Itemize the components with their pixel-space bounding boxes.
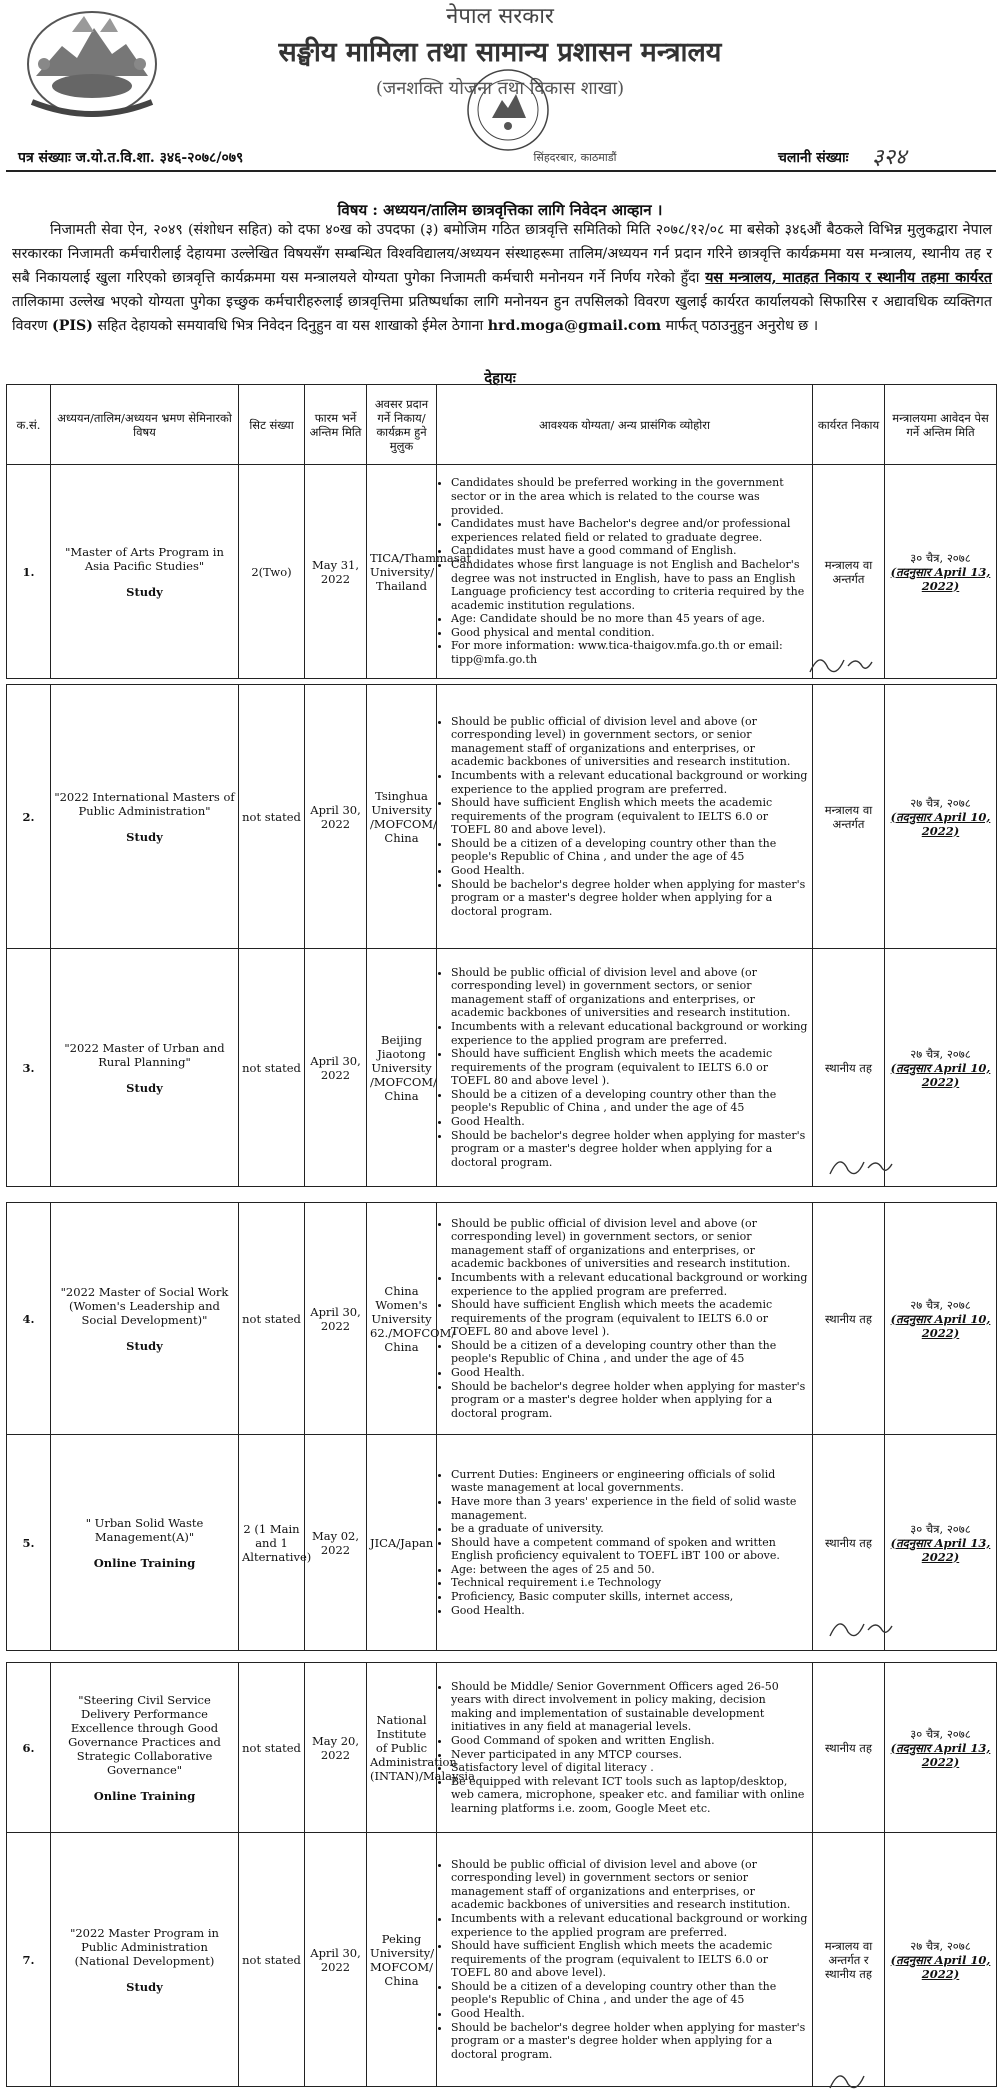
body-text-emphasis: यस मन्त्रालय, मातहत निकाय र स्थानीय तहमा कार्यरत (705, 270, 992, 286)
working-body-cell: स्थानीय तह (813, 1203, 885, 1435)
scholarship-table-page-3 (6, 1202, 997, 1651)
requirement-item: • Age: Candidate should be no more than 45 years of age. (451, 612, 809, 626)
seats-cell: not stated (239, 1833, 305, 2087)
english-date: (तदनुसार April 13, 2022) (890, 1535, 991, 1564)
requirement-item: • Should have a competent command of spoken and written English proficiency equivalent to TOEFL iBT 100 or above. (451, 1536, 809, 1563)
reference-number: पत्र संख्याः ज.यो.त.वि.शा. ३४६-२०७८/०७९ (18, 150, 244, 166)
seats-cell: not stated (239, 949, 305, 1187)
requirement-item: • Incumbents with a relevant educational background or working experience to the applied program are preferred. (451, 1271, 809, 1298)
program-title: "2022 Master Program in Public Administration (National Development) (70, 1925, 219, 1968)
signature-icon (826, 1150, 896, 1180)
english-date: (तदनुसार April 10, 2022) (890, 1952, 991, 1981)
provider-cell: JICA/Japan (367, 1435, 437, 1651)
requirement-item: • Should be public official of division level and above (or corresponding level) in government sectors, or senior management staff of organizations and enterprises, or academic backbones of universities and research institution. (451, 966, 809, 1020)
requirement-item: • Should be bachelor's degree holder when applying for master's program or a master's degree holder when applying for a doctoral program. (451, 878, 809, 919)
header-sn: क.सं. (7, 385, 51, 465)
ministry-deadline-cell (885, 949, 997, 1187)
form-deadline-cell: April 30, 2022 (305, 685, 367, 949)
provider-cell: Tsinghua University /MOFCOM/ China (367, 685, 437, 949)
form-deadline-cell: May 31, 2022 (305, 465, 367, 679)
scholarship-table-page-1 (6, 384, 997, 679)
working-body-cell: मन्त्रालय वा अन्तर्गत (813, 465, 885, 679)
requirement-item: • Should be a citizen of a developing country other than the people's Republic of China , and under the age of 45 (451, 1980, 809, 2007)
requirement-item: • Never participated in any MTCP courses. (451, 1748, 809, 1762)
seats-cell: not stated (239, 685, 305, 949)
requirement-item: • Technical requirement i.e Technology (451, 1576, 809, 1590)
program-mode: Online Training (93, 1788, 196, 1803)
requirements-cell (437, 1663, 813, 1833)
body-text-4: सहित देहायको समयावधि भित्र निवेदन दिनुहुन वा यस शाखाको ईमेल ठेगाना (97, 318, 484, 334)
requirement-item: • Incumbents with a relevant educational background or working experience to the applied program are preferred. (451, 1020, 809, 1047)
requirement-item: • Should have sufficient English which meets the academic requirements of the program (equivalent to IELTS 6.0 or TOEFL 80 and above level). (451, 796, 809, 837)
table-row (7, 1833, 997, 2087)
dispatch-label: चलानी संख्याः (778, 150, 849, 166)
annex-title: देहायः (484, 369, 516, 387)
program-cell (51, 1663, 239, 1833)
program-cell (51, 1435, 239, 1651)
table-row (7, 1203, 997, 1435)
english-date: (तदनुसार April 10, 2022) (890, 1060, 991, 1089)
ministry-title: सङ्घीय मामिला तथा सामान्य प्रशासन मन्त्रालय (278, 37, 722, 68)
seats-cell: 2 (1 Main and 1 Alternative) (239, 1435, 305, 1651)
program-mode: Study (126, 1080, 163, 1095)
working-body-cell: मन्त्रालय वा अन्तर्गत (813, 685, 885, 949)
requirement-item: • Should be a citizen of a developing country other than the people's Republic of China , and under the age of 45 (451, 1088, 809, 1115)
requirement-item: • Candidates should be preferred working in the government sector or in the area which is related to the course was provided. (451, 476, 809, 517)
requirement-item: • Should have sufficient English which meets the academic requirements of the program (equivalent to IELTS 6.0 or TOEFL 80 and above level). (451, 1939, 809, 1980)
nepali-date: २७ चैत्र, २०७८ (910, 795, 971, 810)
program-title: "Steering Civil Service Delivery Performance Excellence through Good Governance Practices and Strategic Collaborative Governance" (68, 1692, 221, 1777)
requirements-list (440, 1468, 809, 1618)
header-subject: अध्ययन/तालिम/अध्ययन भ्रमण सेमिनारको विषय (51, 385, 239, 465)
requirements-list (440, 1217, 809, 1421)
requirements-cell (437, 465, 813, 679)
requirement-item: • Current Duties: Engineers or engineering officials of solid waste management at local governments. (451, 1468, 809, 1495)
nepali-date: २७ चैत्र, २०७८ (910, 1297, 971, 1312)
nepali-date: ३० चैत्र, २०७८ (910, 1726, 971, 1741)
table-row (7, 465, 997, 679)
form-deadline-cell: May 20, 2022 (305, 1663, 367, 1833)
seats-cell: 2(Two) (239, 465, 305, 679)
scholarship-table-page-4 (6, 1662, 997, 2087)
requirement-item: • Good Health. (451, 1604, 809, 1618)
official-seal-stamp-icon (458, 66, 558, 158)
requirement-item: • Should be public official of division level and above (or corresponding level) in government sectors, or senior management staff of organizations and enterprises, or academic backbones of universities and research institution. (451, 715, 809, 769)
english-date: (तदनुसार April 10, 2022) (890, 809, 991, 838)
requirement-item: • Candidates must have a good command of English. (451, 544, 809, 558)
row-serial: 4. (7, 1203, 51, 1435)
branch-title: (जनशक्ति योजना तथा विकास शाखा) (375, 78, 625, 99)
signature-icon (826, 2064, 896, 2094)
header-seats: सिट संख्या (239, 385, 305, 465)
requirements-cell (437, 685, 813, 949)
requirement-item: • Good Health. (451, 864, 809, 878)
program-cell (51, 1833, 239, 2087)
row-serial: 5. (7, 1435, 51, 1651)
table-header-row (7, 385, 997, 465)
header-requirements: आवश्यक योग्यता/ अन्य प्रासंगिक व्योहोरा (437, 385, 813, 465)
program-cell (51, 949, 239, 1187)
form-deadline-cell: April 30, 2022 (305, 949, 367, 1187)
requirements-list (440, 476, 809, 666)
requirement-item: • Candidates must have Bachelor's degree and/or professional experiences related field or related to graduate degree. (451, 517, 809, 544)
program-mode: Study (126, 1979, 163, 1994)
program-mode: Study (126, 584, 163, 599)
seal-location-text: सिंहदरबार, काठमाडौं (533, 151, 617, 164)
ministry-deadline-cell (885, 685, 997, 949)
requirement-item: • Good Health. (451, 1115, 809, 1129)
requirements-list (440, 1858, 809, 2062)
requirements-list (440, 966, 809, 1170)
requirements-cell (437, 1833, 813, 2087)
ministry-deadline-cell (885, 465, 997, 679)
program-mode: Study (126, 829, 163, 844)
header-form-deadline: फारम भर्ने अन्तिम मिति (305, 385, 367, 465)
row-serial: 7. (7, 1833, 51, 2087)
ministry-deadline-cell (885, 1435, 997, 1651)
program-title: " Urban Solid Waste Management(A)" (85, 1515, 204, 1544)
header-ministry-deadline: मन्त्रालयमा आवेदन पेस गर्ने अन्तिम मिति (885, 385, 997, 465)
row-serial: 2. (7, 685, 51, 949)
requirement-item: • Incumbents with a relevant educational background or working experience to the applied program are preferred. (451, 769, 809, 796)
requirement-item: • Should be public official of division level and above (or corresponding level) in government sectors or senior management staff of organizations and enterprises, or academic backbones of universities and research institution. (451, 1858, 809, 1912)
nepali-date: २७ चैत्र, २०७८ (910, 1046, 971, 1061)
row-serial: 1. (7, 465, 51, 679)
seats-cell: not stated (239, 1203, 305, 1435)
table-row (7, 1663, 997, 1833)
provider-cell: Beijing Jiaotong University /MOFCOM/ China (367, 949, 437, 1187)
body-pis: (PIS) (52, 318, 94, 334)
program-title: "2022 International Masters of Public Administration" (54, 789, 235, 818)
header-working-body: कार्यरत निकाय (813, 385, 885, 465)
program-title: "2022 Master of Social Work (Women's Leadership and Social Development)" (60, 1284, 229, 1327)
english-date: (तदनुसार April 10, 2022) (890, 1311, 991, 1340)
email-link[interactable]: hrd.moga@gmail.com (487, 318, 662, 334)
dispatch-number: ३२४ (872, 145, 907, 170)
requirement-item: • Be equipped with relevant ICT tools such as laptop/desktop, web camera, microphone, speaker etc. and familiar with online learning platforms i.e. zoom, Google Meet etc. (451, 1775, 809, 1816)
requirement-item: • Satisfactory level of digital literacy . (451, 1761, 809, 1775)
requirement-item: • Should be Middle/ Senior Government Officers aged 26-50 years with direct involvement in policy making, decision making and implementation of sustainable development initiatives in any field at managerial levels. (451, 1680, 809, 1734)
requirements-cell (437, 949, 813, 1187)
requirement-item: • For more information: www.tica-thaigov.mfa.go.th or email: tipp@mfa.go.th (451, 639, 809, 666)
requirement-item: • Good Health. (451, 1366, 809, 1380)
requirements-list (440, 1680, 809, 1816)
table-row (7, 685, 997, 949)
government-title: नेपाल सरकार (446, 4, 554, 29)
requirements-list (440, 715, 809, 919)
program-cell (51, 685, 239, 949)
requirement-item: • Proficiency, Basic computer skills, internet access, (451, 1590, 809, 1604)
requirement-item: • Good Command of spoken and written English. (451, 1734, 809, 1748)
program-cell (51, 1203, 239, 1435)
requirement-item: • Should have sufficient English which meets the academic requirements of the program (equivalent to IELTS 6.0 or TOEFL 80 and above level ). (451, 1047, 809, 1088)
requirement-item: • Have more than 3 years' experience in the field of solid waste management. (451, 1495, 809, 1522)
program-mode: Online Training (93, 1555, 196, 1570)
provider-cell: Peking University/ MOFCOM/ China (367, 1833, 437, 2087)
requirement-item: • Should be a citizen of a developing country other than the people's Republic of China , and under the age of 45 (451, 1339, 809, 1366)
requirement-item: • Should be bachelor's degree holder when applying for master's program or a master's degree holder when applying for a doctoral program. (451, 1380, 809, 1421)
requirements-cell (437, 1435, 813, 1651)
body-text-5: मार्फत् पठाउनुहुन अनुरोध छ । (665, 318, 819, 334)
requirements-cell (437, 1203, 813, 1435)
nepali-date: २७ चैत्र, २०७८ (910, 1938, 971, 1953)
working-body-cell: मन्त्रालय वा अन्तर्गत र स्थानीय तह (813, 1833, 885, 2087)
header-provider: अवसर प्रदान गर्ने निकाय/कार्यक्रम हुने मुलुक (367, 385, 437, 465)
provider-cell: TICA/Thammasat University/ Thailand (367, 465, 437, 679)
working-body-cell: स्थानीय तह (813, 1663, 885, 1833)
nepali-date: ३० चैत्र, २०७८ (910, 1521, 971, 1536)
provider-cell: China Women's University 62./MOFCOM/ China (367, 1203, 437, 1435)
english-date: (तदनुसार April 13, 2022) (890, 1740, 991, 1769)
provider-cell: National Institute of Public Administration (INTAN)/Malaysia (367, 1663, 437, 1833)
seats-cell: not stated (239, 1663, 305, 1833)
body-paragraph (12, 218, 992, 338)
requirement-item: • Should be bachelor's degree holder when applying for master's program or a master's degree holder when applying for a doctoral program. (451, 1129, 809, 1170)
working-body-cell: स्थानीय तह (813, 1435, 885, 1651)
form-deadline-cell: May 02, 2022 (305, 1435, 367, 1651)
requirement-item: • Age: between the ages of 25 and 50. (451, 1563, 809, 1577)
requirement-item: • Should be bachelor's degree holder when applying for master's program or a master's degree holder when applying for a doctoral program. (451, 2021, 809, 2062)
requirement-item: • Good Health. (451, 2007, 809, 2021)
requirement-item: • Should be a citizen of a developing country other than the people's Republic of China , and under the age of 45 (451, 837, 809, 864)
body-text-1: निजामती सेवा ऐन, २०४९ (संशोधन सहित) को दफा ४०ख को उपदफा (३) बमोजिम गठित छात्रवृत्ति समितिको मिति २०७८/१२/०८ मा बसेको ३४६औं बैठकले विभिन्न मुलुकद्वारा नेपाल सरकारका निजामती कर्मचारीलाई देहायमा उल्लेखित विषयसँग सम्बन्धित विश्वविद्यालय/अध्ययन संस्थाहरूमा तालिम/अध्ययन गर्न प्रदान गरिने छात्रवृत्ति कार्यक्रममा यस मन्त्रालय, स्थानीय तह र सबै निकायलाई खुला गरिएको छात्रवृत्ति कार्यक्रममा यस मन्त्रालयले योग्यता पुगेका निजामती कर्मचारी मनोनयन गर्ने निर्णय गरेको हुँदा (12, 222, 992, 286)
subject-line: विषय : अध्ययन/तालिम छात्रवृत्तिका लागि निवेदन आव्हान । (337, 201, 663, 219)
signature-icon (806, 648, 876, 678)
row-serial: 3. (7, 949, 51, 1187)
requirement-item: • Incumbents with a relevant educational background or working experience to the applied program are preferred. (451, 1912, 809, 1939)
header-divider (6, 170, 996, 172)
signature-icon (826, 1612, 896, 1642)
row-serial: 6. (7, 1663, 51, 1833)
requirement-item: • Candidates whose first language is not English and Bachelor's degree was not instructed in English, have to pass an English Language proficiency test according to criteria required by the academic institution regulations. (451, 558, 809, 612)
body-text-3: तालिकामा उल्लेख भएको योग्यता पुगेका इच्छुक कर्मचारीहरुलाई छात्रवृत्तिमा प्रतिष्पर्धाका लागि मनोनयन हुन तपसिलको विवरण खुलाई कार्यरत कार्यालयको सिफारिस र अद्यावधिक व्यक्तिगत विवरण (12, 294, 992, 334)
form-deadline-cell: April 30, 2022 (305, 1203, 367, 1435)
program-title: "Master of Arts Program in Asia Pacific Studies" (65, 544, 224, 573)
ministry-deadline-cell (885, 1833, 997, 2087)
ministry-deadline-cell (885, 1203, 997, 1435)
program-title: "2022 Master of Urban and Rural Planning" (64, 1040, 225, 1069)
requirement-item: • be a graduate of university. (451, 1522, 809, 1536)
form-deadline-cell: April 30, 2022 (305, 1833, 367, 2087)
program-mode: Study (126, 1338, 163, 1353)
scholarship-table-page-2 (6, 684, 997, 1187)
program-cell (51, 465, 239, 679)
requirement-item: • Should be public official of division level and above (or corresponding level) in government sectors, or senior management staff of organizations and enterprises, or academic backbones of universities and research institution. (451, 1217, 809, 1271)
nepali-date: ३० चैत्र, २०७८ (910, 550, 971, 565)
working-body-cell: स्थानीय तह (813, 949, 885, 1187)
requirement-item: • Should have sufficient English which meets the academic requirements of the program (equivalent to IELTS 6.0 or TOEFL 80 and above level ). (451, 1298, 809, 1339)
english-date: (तदनुसार April 13, 2022) (890, 564, 991, 593)
requirement-item: • Good physical and mental condition. (451, 626, 809, 640)
ministry-deadline-cell (885, 1663, 997, 1833)
